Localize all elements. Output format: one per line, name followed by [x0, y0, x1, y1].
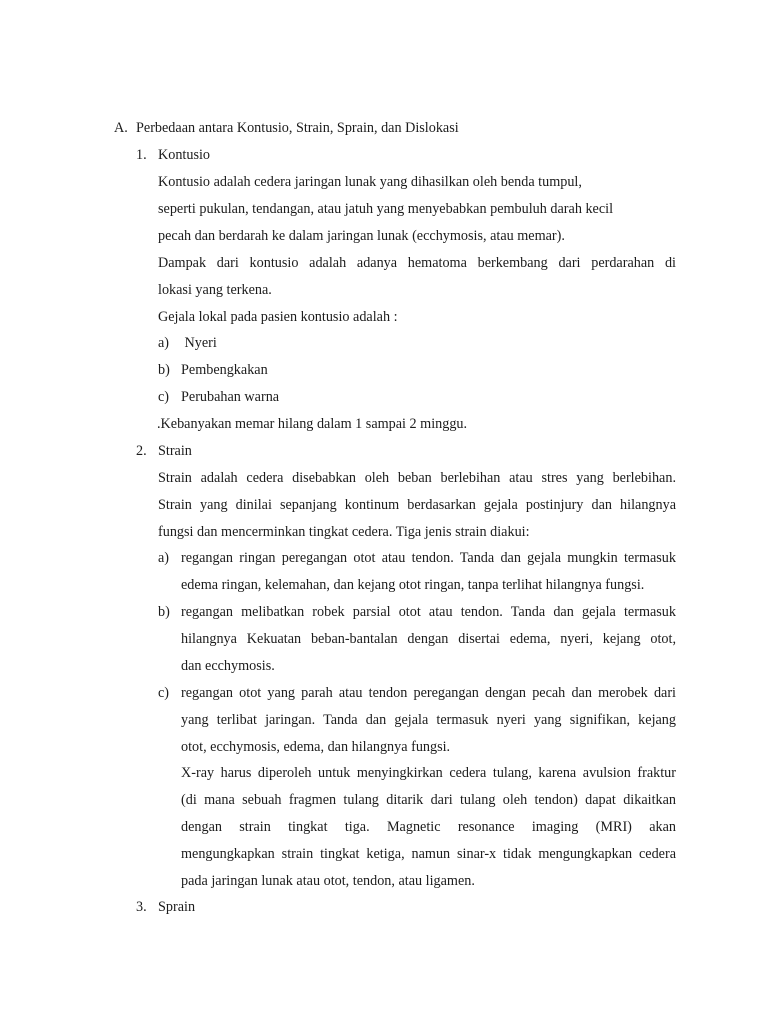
- list-number: 2.: [136, 443, 147, 459]
- list-item-line: hilangnya Kekuatan beban-bantalan dengan disertai edema, nyeri, kejang otot,: [181, 631, 676, 647]
- subheading-sprain: Sprain: [158, 899, 196, 915]
- paragraph-line: fungsi dan mencerminkan tingkat cedera. Tiga jenis strain diakui:: [158, 524, 530, 540]
- paragraph-line: Strain yang dinilai sepanjang kontinum berdasarkan gejala postinjury dan hilangnya: [158, 497, 676, 513]
- paragraph-line: Dampak dari kontusio adalah adanya hematoma berkembang dari perdarahan di: [158, 255, 676, 271]
- list-item-line: regangan otot yang parah atau tendon peregangan dengan pecah dan merobek dari: [181, 685, 676, 701]
- list-number: 1.: [136, 147, 147, 163]
- list-item-line: regangan ringan peregangan otot atau tendon. Tanda dan gejala mungkin termasuk: [181, 550, 676, 566]
- paragraph-line: seperti pukulan, tendangan, atau jatuh yang menyebabkan pembuluh darah kecil: [158, 201, 614, 217]
- paragraph-line: Kontusio adalah cedera jaringan lunak yang dihasilkan oleh benda tumpul,: [158, 174, 582, 190]
- list-item-line: otot, ecchymosis, edema, dan hilangnya fungsi.: [181, 739, 451, 755]
- section-title: Perbedaan antara Kontusio, Strain, Sprain, dan Dislokasi: [136, 120, 459, 136]
- paragraph-line: lokasi yang terkena.: [158, 282, 272, 298]
- list-marker: c): [158, 389, 170, 405]
- list-marker: a): [158, 335, 170, 351]
- paragraph-line: .Kebanyakan memar hilang dalam 1 sampai 2 minggu.: [157, 416, 468, 432]
- list-item: Pembengkakan: [181, 362, 268, 378]
- subheading-kontusio: Kontusio: [158, 147, 211, 163]
- list-item-line: edema ringan, kelemahan, dan kejang otot ringan, tanpa terlihat hilangnya fungsi.: [181, 577, 645, 593]
- list-item-line: yang terlibat jaringan. Tanda dan gejala termasuk nyeri yang signifikan, kejang: [181, 712, 676, 728]
- list-item: Nyeri: [181, 335, 217, 351]
- list-marker: a): [158, 550, 170, 566]
- list-marker: c): [158, 685, 170, 701]
- paragraph-line: Strain adalah cedera disebabkan oleh beban berlebihan atau stres yang berlebihan.: [158, 470, 676, 486]
- list-item: Perubahan warna: [181, 389, 280, 405]
- paragraph-line: pecah dan berdarah ke dalam jaringan lunak (ecchymosis, atau memar).: [158, 228, 565, 244]
- section-marker: A.: [114, 120, 128, 136]
- paragraph-line: dengan strain tingkat tiga. Magnetic resonance imaging (MRI) akan: [181, 819, 676, 835]
- list-item-line: dan ecchymosis.: [181, 658, 275, 674]
- list-marker: b): [158, 362, 170, 378]
- list-item-line: regangan melibatkan robek parsial otot atau tendon. Tanda dan gejala termasuk: [181, 604, 676, 620]
- list-number: 3.: [136, 899, 147, 915]
- list-marker: b): [158, 604, 170, 620]
- paragraph-line: mengungkapkan strain tingkat ketiga, namun sinar-x tidak mengungkapkan cedera: [181, 846, 676, 862]
- subheading-strain: Strain: [158, 443, 192, 459]
- paragraph-line: pada jaringan lunak atau otot, tendon, atau ligamen.: [181, 873, 475, 889]
- paragraph-line: X-ray harus diperoleh untuk menyingkirkan cedera tulang, karena avulsion fraktur: [181, 765, 676, 781]
- paragraph-line: (di mana sebuah fragmen tulang ditarik dari tulang oleh tendon) dapat dikaitkan: [181, 792, 676, 808]
- paragraph-line: Gejala lokal pada pasien kontusio adalah :: [158, 309, 398, 325]
